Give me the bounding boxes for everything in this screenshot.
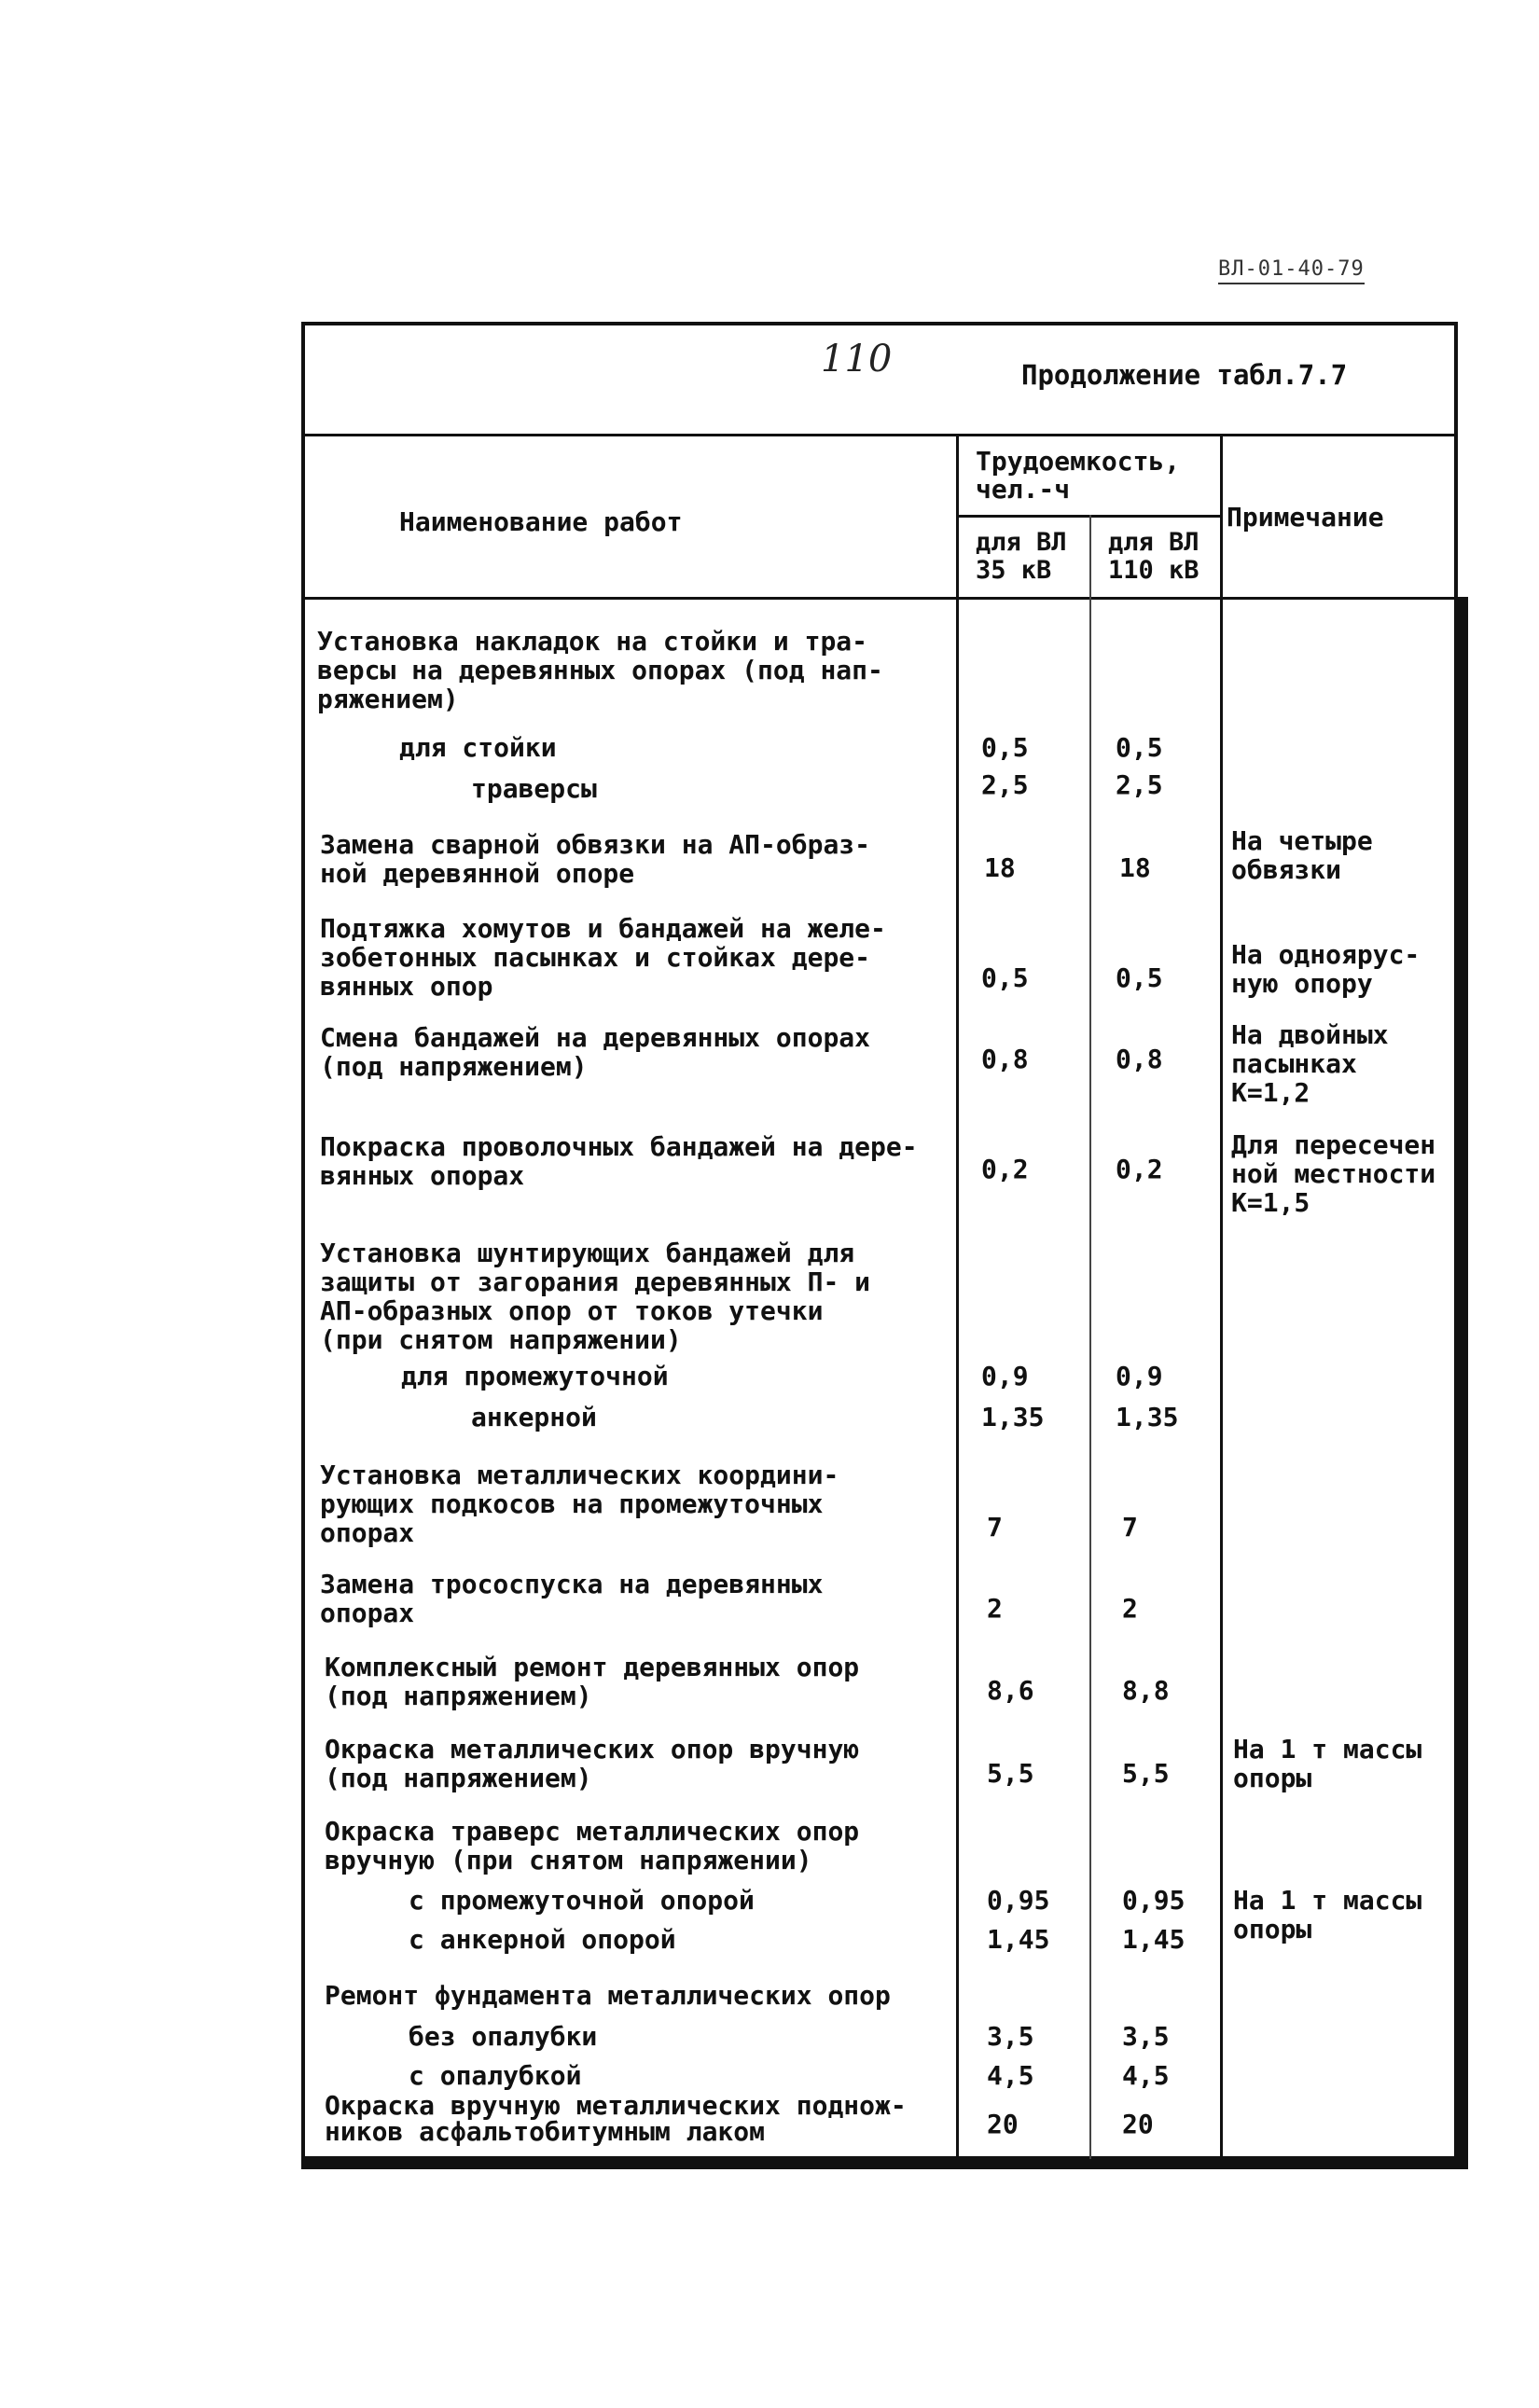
row-name: Установка шунтирующих бандажей для защиты от загорания деревянных П- и АП-образных опор от токов утечки (при снятом напряжении) <box>320 1238 871 1355</box>
header-note: Примечание <box>1227 502 1384 533</box>
row-value-35: 0,5 <box>981 962 1029 993</box>
row-value-35: 2 <box>987 1593 1003 1624</box>
row-value-35: 0,8 <box>981 1044 1029 1074</box>
header-vl35: для ВЛ 35 кВ <box>976 528 1067 585</box>
row-name: траверсы <box>471 773 597 804</box>
row-name: Установка металлических координи- рующих подкосов на промежуточных опорах <box>320 1460 839 1548</box>
row-value-35: 0,9 <box>981 1361 1029 1391</box>
row-value-35: 0,95 <box>987 1885 1050 1916</box>
row-value-110: 0,95 <box>1122 1885 1185 1916</box>
row-value-35: 0,5 <box>981 732 1029 763</box>
header-vl110: для ВЛ 110 кВ <box>1108 528 1199 585</box>
header-top-rule <box>305 434 1455 436</box>
row-value-110: 18 <box>1119 852 1151 883</box>
row-note: На 1 т массы опоры <box>1233 1734 1422 1793</box>
row-name: Подтяжка хомутов и бандажей на желе- зобетонных пасынках и стойках дере- вянных опор <box>320 913 886 1002</box>
row-value-110: 0,2 <box>1116 1154 1163 1184</box>
row-value-110: 8,8 <box>1122 1675 1170 1706</box>
row-name: анкерной <box>471 1402 597 1432</box>
row-value-35: 5,5 <box>987 1758 1034 1789</box>
row-name: Покраска проволочных бандажей на дере- вянных опорах <box>320 1131 918 1191</box>
row-name: Окраска траверс металлических опор вручную (при снятом напряжении) <box>325 1816 860 1875</box>
row-name: для промежуточной <box>401 1361 669 1391</box>
row-name: Окраска металлических опор вручную (под напряжением) <box>325 1734 860 1793</box>
document-number: ВЛ-01-40-79 <box>1218 257 1365 284</box>
row-value-110: 20 <box>1122 2109 1154 2139</box>
row-name: Ремонт фундамента металлических опор <box>325 1980 891 2011</box>
header-name: Наименование работ <box>399 506 683 537</box>
row-value-110: 0,8 <box>1116 1044 1163 1074</box>
row-value-35: 1,35 <box>981 1402 1045 1432</box>
row-value-35: 7 <box>987 1512 1003 1543</box>
row-value-110: 0,5 <box>1116 962 1163 993</box>
row-value-110: 2 <box>1122 1593 1138 1624</box>
header-bottom-rule <box>305 597 1455 600</box>
row-note: На четыре обвязки <box>1231 825 1373 885</box>
row-name: с промежуточной опорой <box>409 1885 755 1916</box>
row-name: с анкерной опорой <box>409 1924 676 1955</box>
frame-shadow-right <box>1457 597 1468 2169</box>
row-value-110: 1,35 <box>1116 1402 1179 1432</box>
row-name: без опалубки <box>409 2021 598 2052</box>
row-value-110: 5,5 <box>1122 1758 1170 1789</box>
row-value-110: 3,5 <box>1122 2021 1170 2052</box>
row-value-35: 4,5 <box>987 2060 1034 2091</box>
row-name: Замена трососпуска на деревянных опорах <box>320 1569 824 1628</box>
row-value-110: 0,9 <box>1116 1361 1163 1391</box>
row-value-110: 2,5 <box>1116 769 1163 800</box>
row-name: Установка накладок на стойки и тра- версы на деревянных опорах (под нап- ряжением) <box>317 626 883 714</box>
row-value-110: 0,5 <box>1116 732 1163 763</box>
column-divider-35 <box>1089 515 1091 2159</box>
row-value-110: 4,5 <box>1122 2060 1170 2091</box>
row-value-35: 20 <box>987 2109 1019 2139</box>
column-divider-110 <box>1220 434 1223 2159</box>
row-value-35: 2,5 <box>981 769 1029 800</box>
row-value-35: 8,6 <box>987 1675 1034 1706</box>
row-name: Комплексный ремонт деревянных опор (под напряжением) <box>325 1652 860 1711</box>
frame-shadow-bottom <box>301 2158 1468 2169</box>
row-note: На 1 т массы опоры <box>1233 1885 1422 1944</box>
row-name: Замена сварной обвязки на АП-образ- ной деревянной опоре <box>320 829 871 889</box>
row-value-110: 7 <box>1122 1512 1138 1543</box>
row-value-110: 1,45 <box>1122 1924 1185 1955</box>
column-divider-name <box>956 434 959 2159</box>
row-value-35: 18 <box>984 852 1016 883</box>
header-labor: Трудоемкость, чел.-ч <box>976 446 1181 505</box>
continuation-title: Продолжение табл.7.7 <box>1021 359 1348 391</box>
page-number: 110 <box>821 338 893 381</box>
row-note: Для пересечен ной местности К=1,5 <box>1231 1129 1436 1218</box>
row-name: Окраска вручную металлических поднож- ников асфальтобитумным лаком <box>325 2090 907 2147</box>
row-note: На двойных пасынках К=1,2 <box>1231 1019 1389 1108</box>
row-name: для стойки <box>399 732 557 763</box>
row-name: Смена бандажей на деревянных опорах (под напряжением) <box>320 1022 871 1082</box>
row-value-35: 1,45 <box>987 1924 1050 1955</box>
row-value-35: 0,2 <box>981 1154 1029 1184</box>
row-note: На одноярус- ную опору <box>1231 939 1421 999</box>
row-value-35: 3,5 <box>987 2021 1034 2052</box>
row-name: с опалубкой <box>409 2060 582 2091</box>
